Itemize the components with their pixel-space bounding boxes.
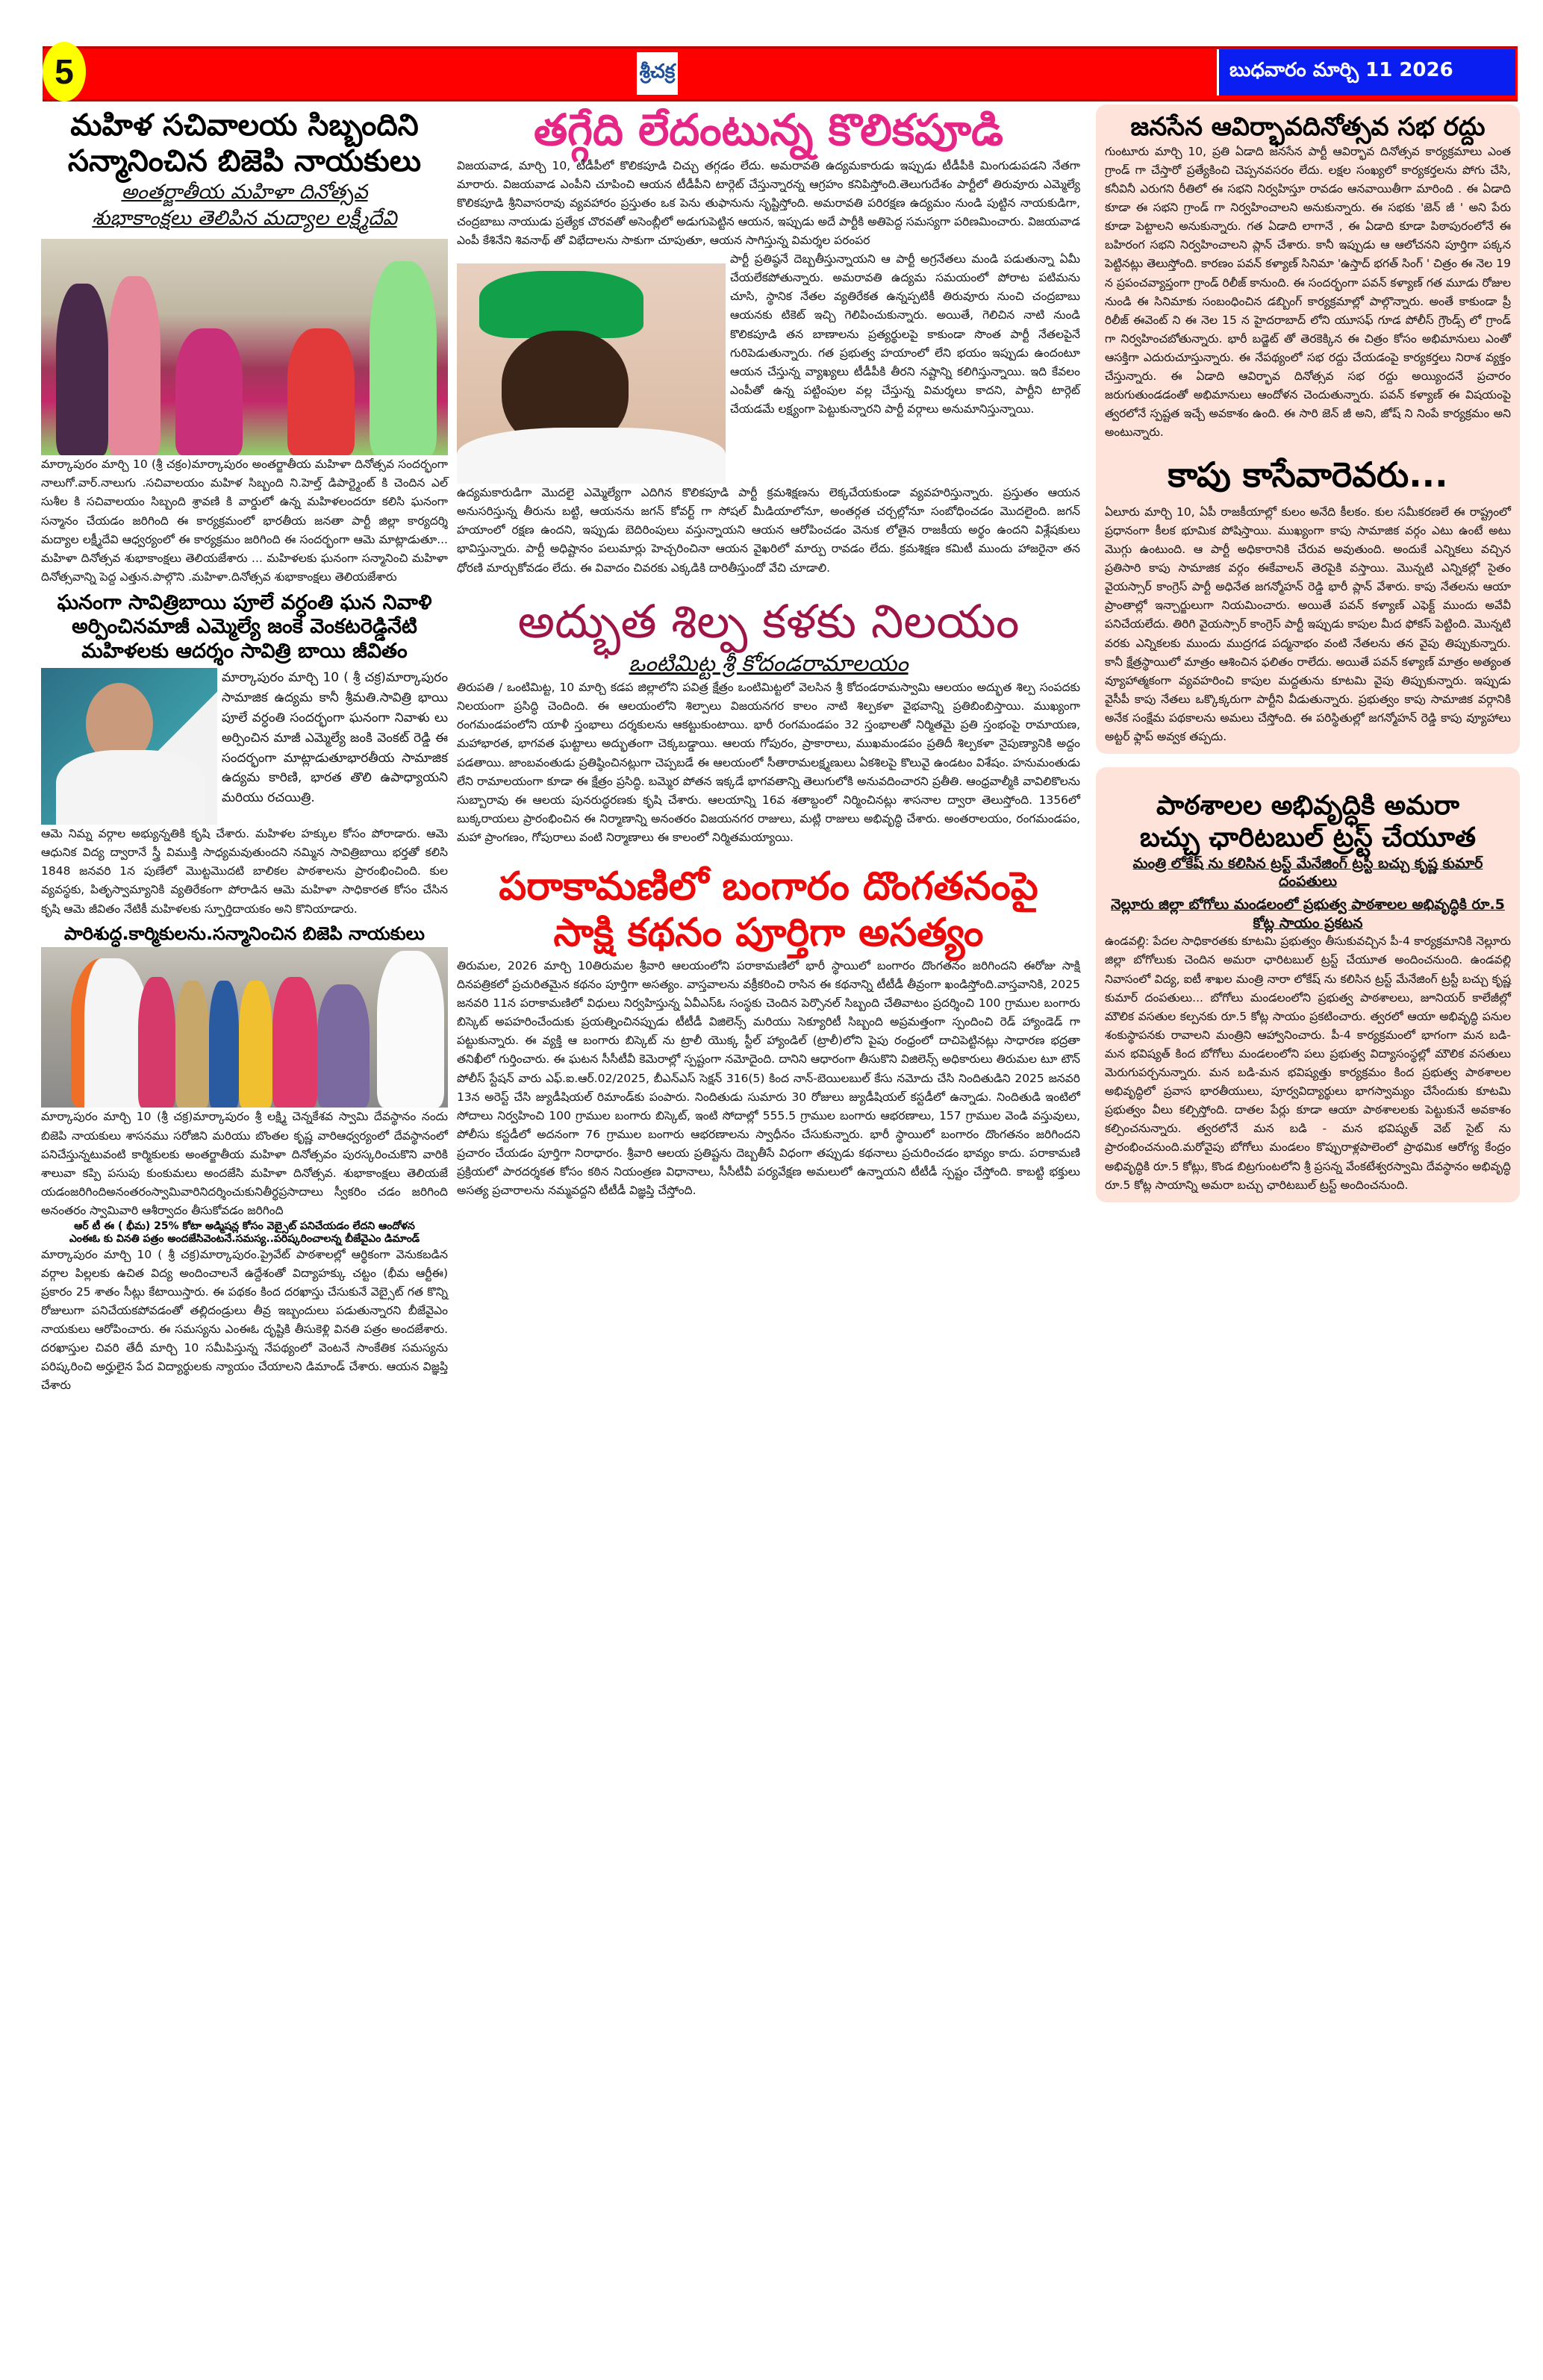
headline: ఘనంగా సావిత్రిబాయి పూలే వర్ధంతి ఘన నివాళి [57, 590, 432, 614]
article-body: ఉద్యమకారుడిగా మొదలై ఎమ్మెల్యేగా ఎదిగిన కొలికపూడి పార్టీ క్రమశిక్షణను లెక్కచేయకుండా వ్యవహరిస్తున్నారు. ప్రస్తుతం ఆయన అనుసరిస్తున్న తీరును బట్టి, ఆయనను జగన్ కోవర్ట్ గా సోషల్ మీడియాలోనూ, అంతర్గత చర్చల్లోనూ సంబోధించడం మొదలైంది. జగన్ హయాంలో రక్షణ ఉందని, ఇప్పుడు బెదిరింపులు వస్తున్నాయని ఆయన ఆరోపించడం వెనుక లోతైన రాజకీయ అర్థం ఉందని విశ్లేషకులు భావిస్తున్నారు. పార్టీ అధిష్టానం పలుమార్లు హెచ్చరించినా ఆయన వైఖరిలో మార్పు రావడం లేదు. క్రమశిక్షణ కమిటీ ముందు హాజరైనా తన ధోరణి మార్చుకోవడం లేదు. ఈ వివాదం చివరకు ఎక్కడికి దారితీస్తుందో వేచి చూడాలి. [457, 486, 1080, 575]
middle-column [457, 104, 1080, 1200]
group-photo-women [41, 239, 448, 455]
headline: అద్భుత శిల్ప కళకు నిలయం [517, 593, 1020, 649]
subheadline: నెల్లూరు జిల్లా బోగోలు మండలంలో ప్రభుత్వ పాఠశాలల అభివృద్ధికి రూ.5 కోట్ల సాయం ప్రకటన [1111, 896, 1505, 931]
article-body: మార్కాపురం మార్చి 10 (శ్రీ చక్ర)మార్కాపురం శ్రీ లక్ష్మి చెన్నకేశవ స్వామి దేవస్థానం నందు బిజెపి నాయకులు శాసనము సరోజిని మరియు బొంతల కృష్ణ వారిఆధ్వర్యంలో దేవస్థానంలో పనిచేస్తున్నటువంటి కార్మికులకు అంతర్జాతీయ మహిళా దినోత్సవం పురస్కరించుకొని వారికి శాలువా కప్పి పసుపు కుంకుమలు అందజేసి మహిళా దినోత్సవ. శుభాకాంక్షలు తెలియజే యడంజరిగిందిఅనంతరంస్వామివారినిదర్శించుకునితీర్థప్రసాదాలు స్వీకరిం చడం జరిగింది అనంతరం స్వామివారి ఆశీర్వాదం తీసుకోవడం జరిగింది [41, 1110, 448, 1218]
subheadline: ఒంటిమిట్ట శ్రీ కోదండరామాలయం [629, 651, 908, 678]
article-parakamani [457, 863, 1080, 1200]
article-ontimitta [457, 594, 1080, 847]
article-body-beside-photo: మార్కాపురం మార్చి 10 ( శ్రీ చక్ర)మార్కాపురం సామాజిక ఉద్యమ కానీ శ్రీమతి.సావిత్రి భాయి పూలే వర్ధంతి సందర్భంగా ఘనంగా నివాళు లు అర్పించిన మాజీ ఎమ్మెల్యే జంకి వెంకట్ రెడ్డి ఈ సందర్భంగా మాట్లాడుతూభారతీయ సామాజిక ఉద్యమ కారిణి, భారత తొలి ఉపాధ్యాయని మరియు రచయిత్రి. [222, 670, 448, 806]
article-savitribai [41, 591, 448, 919]
headline: తగ్గేది లేదంటున్న కొలికపూడి [534, 104, 1003, 155]
article-body: మార్కాపురం మార్చి 10 ( శ్రీ చక్ర)మార్కాపురం.ప్రైవేట్ పాఠశాలల్లో ఆర్థికంగా వెనుకబడిన వర్గాల పిల్లలకు ఉచిత విద్య అందించాలనే ఉద్దేశంతో విద్యాహక్కు చట్టం (భీమ ఆర్టీఈ) ప్రకారం 25 శాతం సీట్లు కేటాయిస్తారు. ఈ పథకం కింద దరఖాస్తు చేసుకునే వెబ్సైట్ గత కొన్ని రోజులుగా పనిచేయకపోవడంతో తల్లిదండ్రులు తీవ్ర ఇబ్బందులు పడుతున్నారని బీజేవైఎం నాయకులు ఆరోపించారు. ఈ సమస్యను ఎంఈఓ దృష్టికి తీసుకెళ్లి వినతి పత్రం అందజేశారు. దరఖాస్తుల చివరి తేదీ మార్చి 10 సమీపిస్తున్న నేపథ్యంలో వెంటనే సాంకేతిక సమస్యను పరిష్కరించి అర్హులైన పేద విద్యార్థులకు న్యాయం చేయాలని డిమాండ్ చేశారు. ఆయన విజ్ఞప్తి చేశారు [41, 1247, 448, 1393]
headline: పరాకామణిలో బంగారం దొంగతనంపై [499, 864, 1038, 910]
article-body: తిరుపతి / ఒంటిమిట్ట, 10 మార్చి కడప జిల్లాలోని పవిత్ర క్షేత్రం ఒంటిమిట్టలో వెలసిన శ్రీ కోదండరామస్వామి ఆలయం అద్భుత శిల్ప సంపదకు నిలయంగా ప్రసిద్ధి చెందింది. ఈ ఆలయంలోని శిల్పాలు విజయనగర కాలం నాటి శిల్పకళా వైభవాన్ని ప్రతిబింబిస్తాయి. ముఖ్యంగా రంగమండపంలోని యాళీ స్తంభాలు దర్శకులను ఆకట్టుకుంటాయి. భారీ రంగమండపం 32 స్తంభాలతో నిర్మితమై ప్రతి స్తంభంపై రామాయణ, మహాభారత, భాగవత ఘట్టాలు అద్భుతంగా చెక్కబడ్డాయి. ఆలయ గోపురం, ప్రాకారాలు, ముఖమండపం ప్రతిదీ శిల్పకళా నైపుణ్యానికి అద్దం పడతాయి. జాంబవంతుడు ప్రతిష్ఠించినట్లుగా చెప్పబడే ఈ ఆలయంలో సీతారామలక్ష్మణులు ఏకశిలపై కొలువై ఉండటం విశేషం. హనుమంతుడు లేని రామాలయంగా కూడా ఈ క్షేత్రం ప్రసిద్ధి. బమ్మెర పోతన ఇక్కడే భాగవతాన్ని తెలుగులోకి అనువదించారని ప్రతీతి. ఆంధ్రవాల్మీకి వావిలికొలను సుబ్బారావు ఈ ఆలయ పునరుద్ధరణకు కృషి చేశారు. ఆలయాన్ని 16వ శతాబ్దంలో నిర్మించినట్లు శాసనాల ద్వారా తెలుస్తోంది. 1356లో బుక్కరాయలు ప్రారంభించిన ఈ నిర్మాణాన్ని అనంతరం విజయనగర రాజులు, మట్లి రాజులు అభివృద్ధి చేశారు. అంతరాలయం, రంగమండపం, మహా ప్రాంగణం, గోపురాలు వంటి నిర్మాణాలు ఈ కాలంలో నిర్మితమయ్యాయి. [457, 681, 1080, 844]
article-women-secretariat [41, 107, 448, 587]
headline: ఆర్ టీ ఈ ( భీమ) 25% కోటా అడ్మిషన్ల కోసం వెబ్సైట్ పనిచేయడం లేదని ఆందోళన [74, 1220, 415, 1233]
subheadline: అంతర్జాతీయ మహిళా దినోత్సవ [121, 181, 368, 204]
headline: మహిళ సచివాలయ సిబ్బందిని [70, 108, 419, 143]
article-body-beside-photo: పార్టీ ప్రతిష్ఠనే దెబ్బతీస్తున్నాయని ఆ పార్టీ అగ్రనేతలు మండి పడుతున్నా ఏమీ చేయలేకపోతున్నారు. అమరావతి ఉద్యమ సమయంలో పోరాట పటిమను చూసి, స్థానిక నేతల వ్యతిరేకత ఉన్నప్పటికీ తిరువూరు నుంచి చంద్రబాబు ఆయనకు టికెట్ ఇచ్చి గెలిపించుకున్నారు. అయితే, గెలిచిన నాటి నుండి కొలికపూడి తన బాణాలను ప్రత్యర్థులపై కాకుండా సొంత పార్టీ నేతలపైనే గురిపెడుతున్నారు. గత ప్రభుత్వ హయాంలో లేని భయం ఇప్పుడు ఉందంటూ ఆయన చేస్తున్న వ్యాఖ్యలు టీడీపీకి తీరని నష్టాన్ని కలిగిస్తున్నాయి. ఇది కేవలం ఎంపీతో ఉన్న పట్టింపుల వల్ల చేస్తున్న విమర్శలు కాదని, పార్టీని టార్గెట్ చేయడమే లక్ష్యంగా పెట్టుకున్నారని పార్టీ వర్గాలు అనుమానిస్తున్నాయి. [730, 252, 1080, 416]
article-body: ఉండవల్లి: పేదల సాధికారతకు కూటమి ప్రభుత్వం తీసుకువచ్చిన పీ-4 కార్యక్రమానికి నెల్లూరు జిల్లా బోగోలుకు చెందిన అమరా ఛారిటబుల్ ట్రస్ట్ చేయూత అందించనుంది. ఉండవల్లి నివాసంలో విద్య, ఐటీ శాఖల మంత్రి నారా లోకేష్ ను కలిసిన ట్రస్ట్ మేనేజింగ్ ట్రస్టీ బచ్చు కృష్ణ కుమార్ దంపతులు... బోగోలు మండలంలోని ప్రభుత్వ పాఠశాలలు, జూనియర్ కాలేజీల్లో మౌలిక వసతుల కల్పనకు రూ.5 కోట్ల సాయం ప్రకటించారు. త్వరలో ఆయా అభివృద్ధి పనుల శంకుస్థాపనకు రావాలని మంత్రిని ఆహ్వానించారు. పీ-4 కార్యక్రమంలో భాగంగా మన బడి-మన భవిష్యత్ కింద బోగోలు మండలంలోని పలు ప్రభుత్వ విద్యాసంస్థల్లో మౌలిక వసతులు మెరుగుపర్చనున్నారు. మన బడి-మన భవిష్యత్తు కార్యక్రమం కింద ప్రభుత్వ పాఠశాలల అభివృద్ధిలో ప్రవాస భారతీయులు, పూర్వవిద్యార్థులు భాగస్వామ్యం చేసేందుకు కూటమి ప్రభుత్వం వీలు కల్పిస్తోంది. దాతల పేర్లు కూడా ఆయా పాఠశాలలకు పెట్టుకునే అవకాశం కల్పించనున్నారు. త్వరలోనే మన బడి - మన భవిష్యత్ వెబ్ సైట్ ను ప్రారంభించనుంది.మరోవైపు బోగోలు మండలం కొప్పురాళ్లపాలెంలో ప్రాథమిక ఆరోగ్య కేంద్రం అభివృద్ధికి రూ.5 కోట్లు, కొండ బిట్రగుంటలోని శ్రీ ప్రసన్న వేంకటేశ్వరస్వామి దేవస్థానం అభివృద్ధి రూ.5 కోట్ల సాయాన్ని అమరా బచ్చు ఛారిటబుల్ ట్రస్ట్ అందించనుంది. [1105, 934, 1511, 1192]
article-body: ఏలూరు మార్చి 10, ఏపీ రాజకీయాల్లో కులం అనేది కీలకం. కుల సమీకరణలే ఈ రాష్ట్రంలో ప్రధానంగా కీలక భూమిక పోషిస్తాయి. ముఖ్యంగా కాపు సామాజిక వర్గం ఎటు ఉంటే అటు మొగ్గు ఉంటుంది. ఆ పార్టీ అధికారానికి చేరువ అవుతుంది. అందుకే ఎన్నికలు వచ్చిన ప్రతిసారి కాపు సామాజిక వర్గం ఈకేవాలన్ తెరపైకి వస్తాయి. మొన్నటి ఎన్నికల్లో సైతం వైయస్సార్ కాంగ్రెస్ పార్టీ అధినేత జగన్మోహన్ రెడ్డి భారీ ప్లాన్ వేశారు. కాపు నేతలను ఆయా ప్రాంతాల్లో ఇన్చార్జులుగా నియమించారు. అయితే పవన్ కళ్యాణ్ ఎఫెక్ట్ ముందు అవేవీ పనిచేయలేదు. తిరిగి వైయస్సార్ కాంగ్రెస్ పార్టీ ఇప్పుడు కాపుల మీద ఫోకస్ పెట్టింది. మొన్నటి వరకు ఎన్నికలకు ముందు ముద్రగడ పద్మనాభం వంటి నేతలను తన వైపు తిప్పుకున్నారు. కానీ క్షేత్రస్థాయిలో మాత్రం ఆశించిన ఫలితం రాలేదు. అయితే పవన్ కళ్యాణ్ మాత్రం అత్యంత వ్యూహాత్మకంగా వ్యవహరించి కాపుల మద్దతును కూటమి వైపు తిప్పుకున్నారు. ఇప్పుడు వైసీపీ కాపు నేతలు ఒక్కొక్కరుగా పార్టీని వీడుతున్నారు. ప్రభుత్వం కాపు సామాజిక వర్గానికి అనేక సంక్షేమ పథకాలను అమలు చేస్తోంది. ఈ పరిస్థితుల్లో జగన్మోహన్ రెడ్డి కాపు వ్యూహాలు అట్టర్ ఫ్లాప్ అవ్వక తప్పదు. [1105, 505, 1511, 744]
photo-man-green-turban [457, 263, 726, 484]
article-amara-trust [1096, 767, 1520, 1202]
headline: పాఠశాలల అభివృద్ధికి అమరా [1156, 790, 1460, 822]
article-kolikapudi [457, 104, 1080, 578]
article-janasena [1096, 104, 1520, 754]
right-column [1096, 104, 1520, 1202]
headline: సాక్షి కథనం పూర్తిగా అసత్యం [553, 911, 984, 956]
article-sanitation-workers [41, 923, 448, 1220]
headline: సన్మానించిన బిజెపి నాయకులు [67, 144, 422, 178]
photo-man-with-microphone [41, 668, 217, 825]
page-number-badge: 5 [43, 42, 86, 101]
headline: పారిశుద్ధ.కార్మికులను.సన్మానించిన బిజెపి నాయకులు [64, 922, 425, 944]
subheadline: శుభాకాంక్షలు తెలిపిన మద్యాల లక్ష్మీదేవి [92, 207, 397, 231]
headline: మహిళలకు ఆదర్శం సావిత్రి బాయి జీవితం [81, 639, 408, 663]
headline: ఎంఈఓ కు వినతి పత్రం అందజేసివెంటనే.సమస్య..పరిష్కరించాలన్న బీజేవైఎం డిమాండ్ [69, 1232, 420, 1245]
article-body: ఆమె నిమ్న వర్గాల అభ్యున్నతికి కృషి చేశారు. మహిళల హక్కుల కోసం పోరాడారు. ఆమె ఆధునిక విద్య ద్వారానే స్త్రీ విముక్తి సాధ్యమవుతుందని నమ్మిన సావిత్రిబాయి భర్తతో కలిసి 1848 జనవరి 1న పుణేలో మొట్టమొదటి బాలికల పాఠశాలను ప్రారంభించింది. కుల వ్యవస్థకు, పితృస్వామ్యానికి వ్యతిరేకంగా పోరాడిన ఆమె మహిళా సాధికారత కోసం చేసిన కృషి ఆమె జీవితం నేటికీ మహిళలకు స్ఫూర్తిదాయకం అని కొనియాడారు. [41, 827, 448, 916]
headline: కాపు కాసేవారెవరు... [1168, 454, 1448, 495]
headline: జనసేన ఆవిర్భావదినోత్సవ సభ రద్దు [1130, 112, 1486, 142]
left-column [41, 104, 448, 1396]
temple-group-photo [41, 947, 448, 1108]
headline: బచ్చు ఛారిటబుల్ ట్రస్ట్ చేయూత [1139, 822, 1477, 854]
headline: అర్పించినమాజీ ఎమ్మెల్యే జంకె వెంకటరెడ్డినేటి [72, 615, 417, 639]
subheadline: మంత్రి లోకేష్ ను కలిసిన ట్రస్ట్ మేనేజింగ్ ట్రస్టీ బచ్చు కృష్ణ కుమార్ దంపతులు [1132, 855, 1483, 890]
article-body: విజయవాడ, మార్చి 10, టీడీపీలో కొలికపూడి చిచ్చు తగ్గడం లేదు. అమరావతి ఉద్యమకారుడు ఇప్పుడు టీడీపీకి మింగుడుపడని నేతగా మారారు. విజయవాడ ఎంపీని చూపించి ఆయన టీడీపీని టార్గెట్ చేస్తున్నారన్న ఆగ్రహం కనిపిస్తోంది.తెలుగుదేశం పార్టీలో తిరువూరు ఎమ్మెల్యే కొలికపూడి శ్రీనివాసరావు వ్యవహారం ప్రస్తుతం ఒక పెను తుఫానును సృష్టిస్తోంది. అమరావతి పరిరక్షణ ఉద్యమం నుండి పుట్టిన నాయకుడిగా, చంద్రబాబు నాయుడు ప్రత్యేక చొరవతో అసెంబ్లీలో అడుగుపెట్టిన ఆయన, ఇప్పుడు అదే పార్టీకి అతిపెద్ద సమస్యగా పరిణమించారు. విజయవాడ ఎంపీ కేశినేని శివనాథ్ తో విభేదాలను సాకుగా చూపుతూ, ఆయన సాగిస్తున్న విమర్శల పరంపర [457, 158, 1080, 248]
article-rte-quota [41, 1220, 448, 1395]
article-body: గుంటూరు మార్చి 10, ప్రతి ఏడాది జనసేన పార్టీ ఆవిర్భావ దినోత్సవ కార్యక్రమాలు ఎంత గ్రాండ్ గా చేస్తారో ప్రత్యేకించి చెప్పనవసరం లేదు. లక్షల సంఖ్యలో కార్యకర్తలను పోగు చేసి, కనీవినీ ఎరుగని రీతిలో ఈ సభని నిర్వహిస్తూ రావడం ఆనవాయితీగా మారింది . ఈ ఏడాది కూడా ఈ సభని గ్రాండ్ గా నిర్వహించాలని అనుకున్నారు. ఈ సభకు 'జెన్ జీ ' అని పేరు కూడా పెట్టాలని అనుకున్నారు. గత ఏడాది లాగానే , ఈ ఏడాది కూడా పిఠాపురంలోనే ఈ బహిరంగ సభని నిర్వహించాలని ప్లాన్ చేశారు. కానీ ఇప్పుడు ఆ ఆలోచనని పూర్తిగా పక్కన పెట్టినట్లు తెలుస్తోంది. కారణం పవన్ కళ్యాణ్ సినిమా 'ఉస్తాద్ భగత్ సింగ్ ' చిత్రం ఈ నెల 19 న ప్రపంచవ్యాప్తంగా గ్రాండ్ రిలీజ్ కానుంది. ఈ సందర్భంగా పవన్ కళ్యాణ్ గత మూడు రోజుల నుండి ఈ సినిమాకు సంబంధించిన డబ్బింగ్ కార్యక్రమాల్లో పాల్గొన్నారు. అంతే కాకుండా ప్రీ రిలీజ్ ఈవెంట్ ని ఈ నెల 15 న హైదరాబాద్ లోని యూసఫ్ గూడ పోలీస్ గ్రౌండ్స్ లో గ్రాండ్ గా నిర్వహించబోతున్నారు. భారీ బడ్జెట్ తో తెరకెక్కిన ఈ చిత్రం కోసం అభిమానులు ఎంతో ఆసక్తిగా ఎదురుచూస్తున్నారు. ఈ నేపథ్యంలో సభ రద్దు చేయడంపై కార్యకర్తలు నిరాశ వ్యక్తం చేస్తున్నారు. ఈ ఏడాది ఆవిర్భావ దినోత్సవ సభ రద్దు అయ్యిందనే ప్రచారం జరుగుతుండడంతో అభిమానులు ఆందోళన చెందుతున్నారు. పవన్ కళ్యాణ్ ఈ విషయంపై త్వరలోనే స్పష్టత ఇచ్చే అవకాశం ఉంది. ఈ సారి జెన్ జీ అని, జోష్ ని నింపే కార్యక్రమం అని అంటున్నారు. [1105, 144, 1512, 440]
newspaper-logo: శ్రీచక్ర [637, 52, 678, 95]
article-body: తిరుమల, 2026 మార్చి 10తిరుమల శ్రీవారి ఆలయంలోని పరాకామణిలో భారీ స్థాయిలో బంగారం దొంగతనం జరిగిందని ఈరోజు సాక్షి దినపత్రికలో ప్రచురితమైన కథనం పూర్తిగా అసత్యం. వాస్తవాలను వక్రీకరించి రాసిన ఈ కథనాన్ని టీటీడీ తీవ్రంగా ఖండిస్తోంది.వాస్తవానికి, 2025 జనవరి 11న పరాకామణిలో విధులు నిర్వహిస్తున్న ఏవీఎస్ఓ సంస్థకు చెందిన పెర్సొనల్ సిబ్బంది చేతివాటం ప్రదర్శించి 100 గ్రాముల బంగారు బిస్కెట్ అపహరించేందుకు ప్రయత్నించినప్పుడు టీటీడీ విజిలెన్స్ మరియు సెక్యూరిటీ సిబ్బంది అప్రమత్తంగా స్పందించి రెడ్ హ్యాండెడ్ గా పట్టుకున్నారు. ఈ వ్యక్తి ఆ బంగారు బిస్కెట్ ను ట్రాలీ యొక్క స్టీల్ హ్యాండిల్ (ట్రాలీ)లోని పైపు రంధ్రంలో దాచిపెట్టినట్లు సాధారణ భద్రతా తనిఖీలో గుర్తించారు. ఈ ఘటన సీసీటీవీ కెమెరాల్లో స్పష్టంగా నమోదైంది. దానిని ఆధారంగా తీసుకొని విజిలెన్స్ అధికారులు తిరుమల టూ టౌన్ పోలీస్ స్టేషన్ వారు ఎఫ్.ఐ.ఆర్.02/2025, బీఎన్ఎస్ సెక్షన్ 316(5) కింద నాన్-బెయిలబుల్ కేసు నమోదు చేసి నిందితుడిని 2025 జనవరి 13న అరెస్ట్ చేసి జ్యుడీషియల్ రిమాండ్‌కు పంపారు. నిందితుడు సుమారు 30 రోజులు జ్యుడీషియల్ కస్టడీలో ఉన్నాడు. నిందితుడి ఇంటిలో సోదాలు నిర్వహించి 100 గ్రాముల బంగారు బిస్కెట్, ఇంటి సోదాల్లో 555.5 గ్రాముల బంగారు ఆభరణాలు, 157 గ్రాముల వెండి వస్తువులు, పోలీసు కస్టడీలో అదనంగా 76 గ్రాముల బంగారు ఆభరణాలను స్వాధీనం చేసుకున్నారు. భారీ స్థాయిలో బంగారం దొంగతనం జరిగిందని ప్రచారం చేయడం పూర్తిగా నిరాధారం. శ్రీవారి ఆలయ ప్రతిష్టను దెబ్బతీసే విధంగా తప్పుడు కథనాలు ప్రచురించడం భావ్యం కాదు. పరాకామణి ప్రక్రియలో పారదర్శకత కోసం కఠిన నియంత్రణ విధానాలు, సీసీటీవీ పర్యవేక్షణ అమలులో ఉన్నాయని టీటీడీ స్పష్టం చేస్తోంది. కాబట్టి భక్తులు అసత్య ప్రచారాలను నమ్మవద్దని టీటీడీ విజ్ఞప్తి చేస్తోంది. [457, 958, 1080, 1198]
article-body: మార్కాపురం మార్చి 10 (శ్రీ చక్రం)మార్కాపురం అంతర్జాతీయ మహిళా దినోత్సవ సందర్భంగా నాలుగో.వార్.నాలుగు .సచివాలయం మహిళ సిబ్బంది ని.హెల్త్ డిపార్ట్మెంట్ కి చెందిన ఎల్ సుశీల కి సచివాలయం సిబ్బంది శ్రావణి కి వార్డులో ఉన్న మహిళలందరూ కలిసి ఘనంగా సన్మానం చేయడం జరిగింది ఈ కార్యక్రమంలో భారతీయ జనతా పార్టీ జిల్లా కార్యదర్శి మద్యాల లక్ష్మీదేవి ఆధ్వర్యంలో ఈ కార్యక్రమం జరిగింది ఈ సందర్భంగా ఆమె మాట్లాడుతూ... మహిళా దినోత్సవ శుభాకాంక్షలు తెలియజేశారు ... మహిళలకు ఘనంగా సన్మానించి మహిళా దినోత్సవాన్ని పెద్ద ఎత్తున.పాల్గొని .మహిళా.దినోత్సవ శుభాకాంక్షలు తెలియజేశారు [41, 457, 448, 584]
issue-date: బుధవారం మార్చి 11 2026 [1217, 49, 1515, 96]
